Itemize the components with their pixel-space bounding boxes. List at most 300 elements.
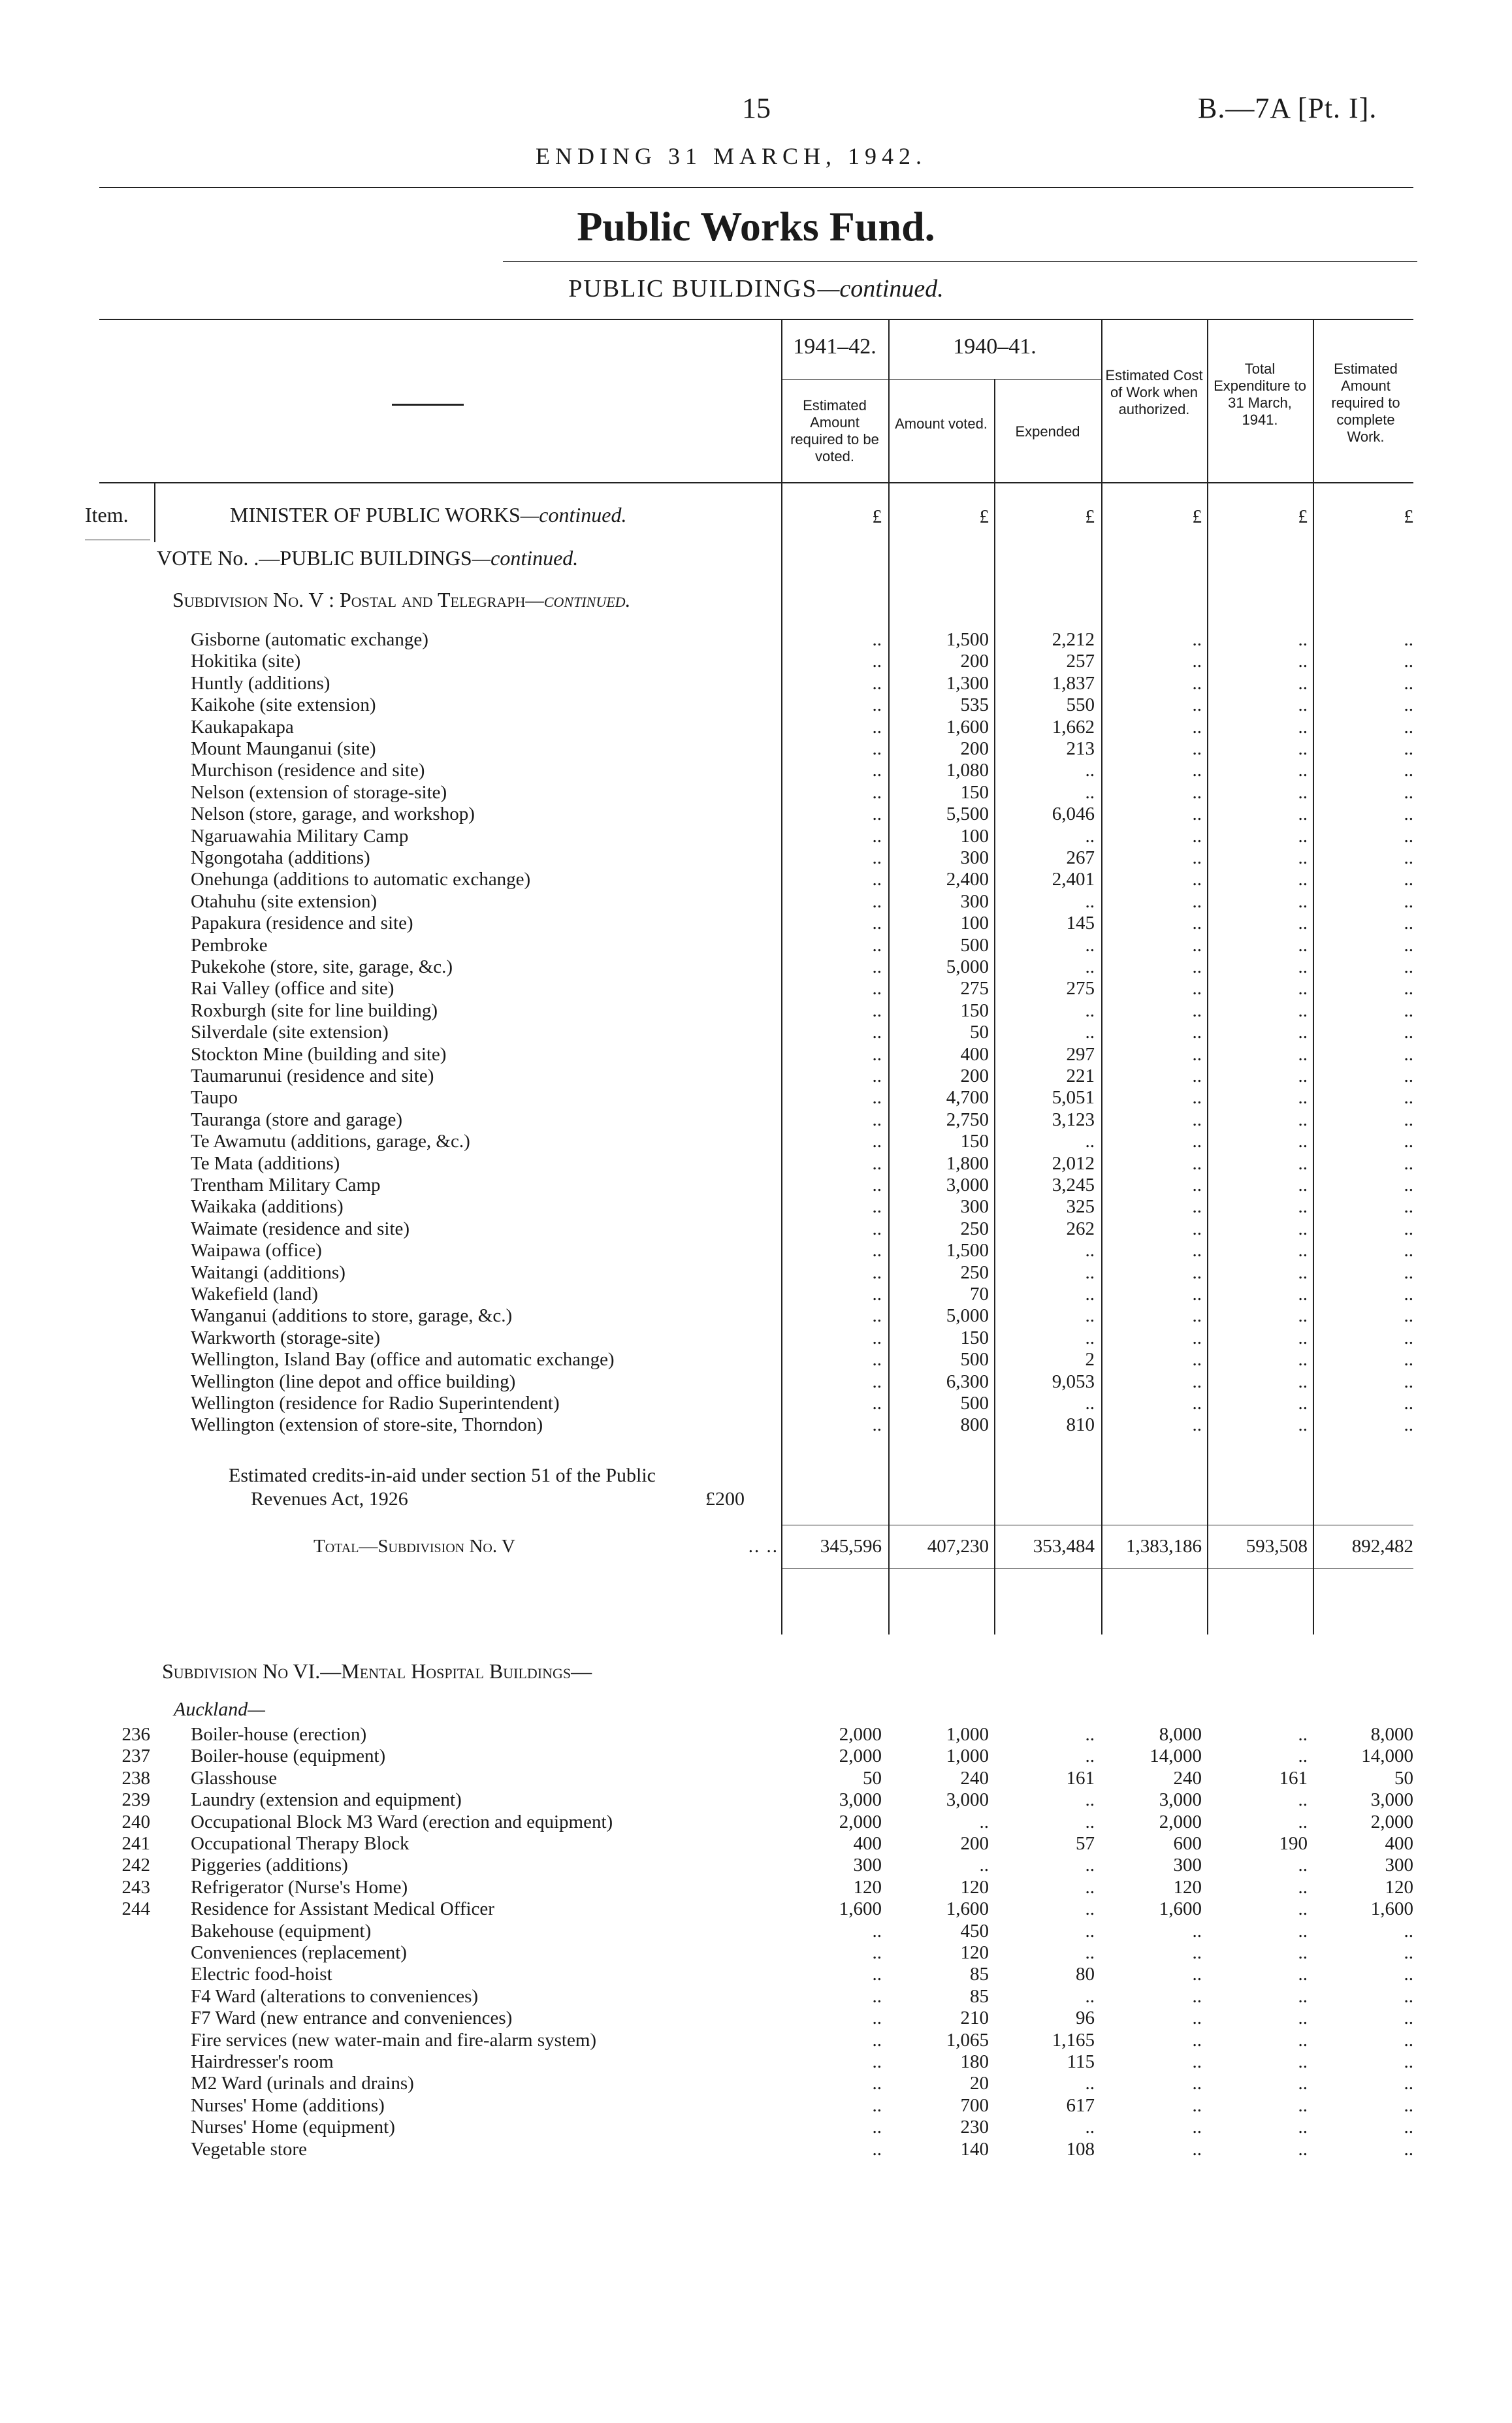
row-description: Piggeries (additions) <box>191 1855 348 1876</box>
row-value: .. <box>1298 1414 1308 1436</box>
table-row <box>0 1789 1512 1811</box>
row-description: Laundry (extension and equipment) <box>191 1789 462 1811</box>
col-est-amount-voted: Estimated Amount required to be voted. <box>790 397 879 464</box>
row-value: .. <box>1192 781 1202 803</box>
row-value: .. <box>872 804 882 825</box>
table-row <box>0 1218 1512 1240</box>
table-row <box>0 781 1512 804</box>
row-description: Pukekohe (store, site, garage, &c.) <box>191 956 453 977</box>
row-value: .. <box>1192 629 1202 650</box>
row-description: M2 Ward (urinals and drains) <box>191 2073 414 2094</box>
row-value: .. <box>872 1414 882 1436</box>
row-value: 3,000 <box>1370 1789 1413 1811</box>
row-value: .. <box>1298 1985 1308 2007</box>
row-value: .. <box>1192 694 1202 716</box>
row-value: .. <box>1404 847 1413 868</box>
table-row <box>0 934 1512 956</box>
row-value: .. <box>1298 890 1308 912</box>
row-value: .. <box>1085 1393 1095 1414</box>
row-description: Hairdresser's room <box>191 2051 334 2072</box>
row-value: .. <box>872 694 882 716</box>
row-value: 1,600 <box>946 716 989 738</box>
row-value: 3,123 <box>1052 1109 1095 1130</box>
table-row <box>0 1811 1512 1833</box>
page-subtitle: PUBLIC BUILDINGS—continued. <box>568 275 944 302</box>
row-value: 500 <box>960 934 989 956</box>
row-value: .. <box>1298 1065 1308 1086</box>
row-description: Waitangi (additions) <box>191 1261 346 1283</box>
row-value: .. <box>872 781 882 803</box>
row-value: .. <box>1404 1065 1413 1086</box>
row-value: .. <box>1298 738 1308 759</box>
table-row <box>0 1963 1512 1985</box>
table-row <box>0 1985 1512 2008</box>
table-row <box>0 716 1512 738</box>
row-description: Fire services (new water-main and fire-alarm system) <box>191 2029 597 2051</box>
row-value: .. <box>1192 1920 1202 1942</box>
row-value: .. <box>1085 1305 1095 1327</box>
row-value: .. <box>1085 825 1095 847</box>
row-value: .. <box>1298 694 1308 716</box>
row-value: .. <box>1298 2008 1308 2029</box>
row-value: 8,000 <box>1159 1724 1202 1745</box>
row-value: .. <box>872 1065 882 1086</box>
total-cell: 1,383,186 <box>1126 1536 1202 1557</box>
row-value: .. <box>1404 1327 1413 1348</box>
row-value: .. <box>1192 1087 1202 1109</box>
row-value: 100 <box>960 825 989 847</box>
table-row <box>0 1086 1512 1109</box>
row-value: 275 <box>960 978 989 1000</box>
row-description: Trentham Military Camp <box>191 1175 381 1195</box>
col-total-expenditure: Total Expenditure to 31 March, 1941. <box>1214 361 1306 428</box>
row-value: .. <box>1404 694 1413 716</box>
pound-sign: £ <box>1085 506 1095 527</box>
row-value: .. <box>1298 629 1308 650</box>
table-row <box>0 1109 1512 1131</box>
row-value: 145 <box>1066 913 1095 934</box>
row-value: .. <box>1404 890 1413 912</box>
credits-line-2: Revenues Act, 1926 <box>251 1488 408 1510</box>
row-value: 300 <box>960 890 989 912</box>
row-value: 2,012 <box>1052 1152 1095 1174</box>
leader-dots: .. .. <box>748 1536 779 1557</box>
row-value: .. <box>1192 1065 1202 1086</box>
pound-units-row <box>0 506 1512 528</box>
row-description: Boiler-house (erection) <box>191 1724 367 1745</box>
row-value: .. <box>1298 934 1308 956</box>
table-row <box>0 2094 1512 2117</box>
row-value: .. <box>872 913 882 934</box>
row-description: Waikaka (additions) <box>191 1196 344 1218</box>
row-value: 5,000 <box>946 956 989 977</box>
row-value: .. <box>872 760 882 781</box>
row-value: 1,500 <box>946 1240 989 1261</box>
row-value: 140 <box>960 2138 989 2160</box>
row-value: 210 <box>960 2008 989 2029</box>
row-value: .. <box>1085 1261 1095 1283</box>
row-description: Taupo <box>191 1087 238 1109</box>
row-value: .. <box>1298 1043 1308 1065</box>
row-value: .. <box>1404 1371 1413 1392</box>
row-value: .. <box>872 1087 882 1109</box>
table-row <box>0 2051 1512 2073</box>
row-value: 20 <box>970 2073 989 2094</box>
row-value: .. <box>1192 2029 1202 2051</box>
row-value: .. <box>872 1000 882 1021</box>
page-number: 15 <box>742 92 771 124</box>
table-row <box>0 2029 1512 2051</box>
row-value: 300 <box>1385 1855 1413 1876</box>
row-value: .. <box>1404 2073 1413 2094</box>
table-row <box>0 1000 1512 1022</box>
row-value: .. <box>1192 1393 1202 1414</box>
row-value: .. <box>872 1284 882 1305</box>
table-row <box>0 759 1512 781</box>
item-number: 238 <box>121 1767 150 1789</box>
header-rule <box>99 187 1413 188</box>
row-value: .. <box>1085 1000 1095 1021</box>
row-description: Residence for Assistant Medical Officer <box>191 1898 494 1920</box>
row-value: .. <box>872 1043 882 1065</box>
table-header-rule <box>99 482 1413 483</box>
row-value: .. <box>1192 1261 1202 1283</box>
row-value: .. <box>872 651 882 672</box>
table-row <box>0 1152 1512 1175</box>
pound-sign: £ <box>1192 506 1202 527</box>
row-value: .. <box>1404 672 1413 694</box>
table-row <box>0 1854 1512 1876</box>
row-value: .. <box>1085 1985 1095 2007</box>
total-label: Total—Subdivision No. V <box>314 1536 515 1557</box>
table-row <box>0 1832 1512 1855</box>
row-description: Refrigerator (Nurse's Home) <box>191 1876 408 1898</box>
row-value: .. <box>1192 1000 1202 1021</box>
table-row <box>0 1898 1512 1920</box>
row-value: .. <box>1298 1876 1308 1898</box>
row-value: .. <box>1404 1942 1413 1963</box>
row-value: 600 <box>1173 1833 1202 1854</box>
row-value: .. <box>1192 1240 1202 1261</box>
row-value: 617 <box>1066 2094 1095 2116</box>
row-value: .. <box>1298 1000 1308 1021</box>
row-value: .. <box>1404 2008 1413 2029</box>
table-row <box>0 1174 1512 1196</box>
row-value: .. <box>1298 1942 1308 1963</box>
row-description: Nurses' Home (additions) <box>191 2094 385 2116</box>
row-value: .. <box>1404 1196 1413 1218</box>
row-value: .. <box>872 847 882 868</box>
row-value: .. <box>1085 1811 1095 1832</box>
table-row <box>0 1195 1512 1218</box>
row-value: 190 <box>1279 1833 1308 1854</box>
row-value: .. <box>872 869 882 890</box>
row-value: 500 <box>960 1393 989 1414</box>
row-value: .. <box>1298 1393 1308 1414</box>
row-value: .. <box>1192 1218 1202 1239</box>
row-value: 14,000 <box>1150 1746 1202 1767</box>
row-value: .. <box>872 1327 882 1348</box>
row-value: .. <box>1404 1131 1413 1152</box>
row-value: 2,400 <box>946 869 989 890</box>
row-value: .. <box>1404 2029 1413 2051</box>
row-value: .. <box>1404 651 1413 672</box>
row-value: .. <box>1192 956 1202 977</box>
row-value: 1,600 <box>946 1898 989 1920</box>
row-value: 5,051 <box>1052 1087 1095 1109</box>
row-value: .. <box>1404 716 1413 738</box>
row-description: Boiler-house (equipment) <box>191 1746 386 1767</box>
row-value: .. <box>872 1964 882 1985</box>
row-value: .. <box>1404 869 1413 890</box>
row-value: .. <box>1085 934 1095 956</box>
row-value: 1,065 <box>946 2029 989 2051</box>
row-value: .. <box>872 2008 882 2029</box>
row-value: 120 <box>1385 1876 1413 1898</box>
row-value: .. <box>1085 1898 1095 1920</box>
row-value: .. <box>1298 1724 1308 1745</box>
row-value: 257 <box>1066 651 1095 672</box>
row-value: .. <box>1192 1327 1202 1348</box>
row-description: Occupational Block M3 Ward (erection and equipment) <box>191 1811 613 1832</box>
row-value: .. <box>1404 1393 1413 1414</box>
row-value: 1,600 <box>839 1898 882 1920</box>
row-value: .. <box>872 1109 882 1130</box>
row-value: .. <box>1192 890 1202 912</box>
row-value: .. <box>1085 1327 1095 1348</box>
row-value: .. <box>1298 2073 1308 2094</box>
row-value: .. <box>1298 1175 1308 1195</box>
row-value: 240 <box>1173 1767 1202 1789</box>
title-rule <box>503 261 1417 262</box>
row-description: Tauranga (store and garage) <box>191 1109 403 1130</box>
row-value: .. <box>1192 1109 1202 1130</box>
row-value: .. <box>872 1393 882 1414</box>
row-value: .. <box>872 1985 882 2007</box>
row-value: .. <box>1192 1022 1202 1043</box>
row-value: .. <box>1298 1152 1308 1174</box>
row-value: .. <box>1085 1746 1095 1767</box>
table-row <box>0 1723 1512 1746</box>
row-description: Te Mata (additions) <box>191 1152 340 1174</box>
row-value: 120 <box>1173 1876 1202 1898</box>
row-value: 1,600 <box>1159 1898 1202 1920</box>
row-value: 150 <box>960 781 989 803</box>
row-value: .. <box>1298 1109 1308 1130</box>
row-value: .. <box>1404 2117 1413 2138</box>
row-value: .. <box>979 1811 989 1832</box>
row-description: Waipawa (office) <box>191 1240 322 1261</box>
row-value: .. <box>1298 1964 1308 1985</box>
row-description: Wakefield (land) <box>191 1284 318 1305</box>
row-value: .. <box>872 1240 882 1261</box>
row-value: .. <box>1192 2008 1202 2029</box>
row-value: .. <box>1192 2094 1202 2116</box>
row-value: .. <box>1085 1920 1095 1942</box>
table-row <box>0 1348 1512 1371</box>
row-value: .. <box>1298 913 1308 934</box>
row-value: .. <box>872 1218 882 1239</box>
pound-sign: £ <box>872 506 882 527</box>
row-value: 300 <box>960 1196 989 1218</box>
row-value: .. <box>1298 760 1308 781</box>
row-value: .. <box>1298 1920 1308 1942</box>
row-value: 9,053 <box>1052 1371 1095 1392</box>
table-row <box>0 977 1512 1000</box>
row-value: 1,837 <box>1052 672 1095 694</box>
row-value: 50 <box>863 1767 882 1789</box>
row-value: .. <box>1298 781 1308 803</box>
row-value: .. <box>1404 1284 1413 1305</box>
row-description: Wanganui (additions to store, garage, &c.) <box>191 1305 513 1327</box>
table-row <box>0 1876 1512 1898</box>
row-value: .. <box>1404 1087 1413 1109</box>
total-cell: 353,484 <box>1033 1536 1095 1557</box>
table-row <box>0 1414 1512 1436</box>
col-amount-voted: Amount voted. <box>895 415 988 432</box>
row-description: Nelson (store, garage, and workshop) <box>191 804 475 825</box>
row-value: .. <box>872 2073 882 2094</box>
row-value: .. <box>1192 2051 1202 2072</box>
item-number: 239 <box>121 1789 150 1811</box>
page-title: Public Works Fund. <box>577 203 935 250</box>
pound-sign: £ <box>1298 506 1308 527</box>
row-description: Bakehouse (equipment) <box>191 1920 372 1942</box>
table-row <box>0 890 1512 913</box>
row-value: 1,165 <box>1052 2029 1095 2051</box>
row-value: .. <box>1404 825 1413 847</box>
row-value: .. <box>1404 1043 1413 1065</box>
subdivision-v-heading: Subdivision No. V : Postal and Telegraph—continued. <box>172 588 631 611</box>
minister-heading: MINISTER OF PUBLIC WORKS—continued. <box>230 503 627 527</box>
row-value: .. <box>1085 1131 1095 1152</box>
row-value: 85 <box>970 1964 989 1985</box>
row-value: .. <box>1404 1920 1413 1942</box>
row-value: 57 <box>1076 1833 1095 1854</box>
table-top-rule <box>99 319 1413 320</box>
row-description: Roxburgh (site for line building) <box>191 1000 438 1021</box>
row-value: .. <box>872 2117 882 2138</box>
row-value: 6,300 <box>946 1371 989 1392</box>
row-value: .. <box>1085 1284 1095 1305</box>
row-description: Huntly (additions) <box>191 672 330 694</box>
row-description: Wellington (line depot and office building) <box>191 1371 516 1392</box>
table-row <box>0 1283 1512 1305</box>
row-value: .. <box>1404 956 1413 977</box>
row-value: 3,000 <box>946 1175 989 1195</box>
row-description: Taumarunui (residence and site) <box>191 1065 434 1086</box>
row-value: 150 <box>960 1000 989 1021</box>
col-expended: Expended <box>1015 423 1080 440</box>
row-value: .. <box>1192 1942 1202 1963</box>
item-column-label: Item. <box>85 503 129 527</box>
col-est-cost: Estimated Cost of Work when authorized. <box>1105 367 1203 417</box>
table-row <box>0 847 1512 869</box>
table-row <box>0 1043 1512 1065</box>
row-value: .. <box>872 1022 882 1043</box>
row-value: .. <box>1298 672 1308 694</box>
row-value: .. <box>872 890 882 912</box>
row-value: .. <box>1085 2117 1095 2138</box>
row-value: .. <box>1085 1022 1095 1043</box>
row-value: 161 <box>1066 1767 1095 1789</box>
table-row <box>0 1261 1512 1284</box>
row-value: .. <box>1404 1261 1413 1283</box>
row-value: .. <box>1192 1349 1202 1371</box>
dash-mark <box>392 404 464 406</box>
row-description: Onehunga (additions to automatic exchange) <box>191 869 531 890</box>
row-value: .. <box>872 2138 882 2160</box>
row-value: .. <box>1298 1349 1308 1371</box>
row-value: 810 <box>1066 1414 1095 1436</box>
row-value: 297 <box>1066 1043 1095 1065</box>
row-value: 700 <box>960 2094 989 2116</box>
row-value: .. <box>1298 2138 1308 2160</box>
row-value: 8,000 <box>1370 1724 1413 1745</box>
row-value: 550 <box>1066 694 1095 716</box>
row-description: Papakura (residence and site) <box>191 913 413 934</box>
row-value: 1,662 <box>1052 716 1095 738</box>
row-value: 200 <box>960 738 989 759</box>
table-row <box>0 2138 1512 2160</box>
row-value: .. <box>872 956 882 977</box>
item-number: 241 <box>121 1833 150 1854</box>
total-cell: 345,596 <box>820 1536 882 1557</box>
row-value: .. <box>1298 1746 1308 1767</box>
auckland-heading: Auckland— <box>174 1699 265 1720</box>
row-value: 2,000 <box>1159 1811 1202 1832</box>
row-value: .. <box>1404 1152 1413 1174</box>
table-row <box>0 672 1512 694</box>
row-value: 2,000 <box>1370 1811 1413 1832</box>
row-value: .. <box>1404 1240 1413 1261</box>
row-value: .. <box>1298 1789 1308 1811</box>
total-cell: 407,230 <box>927 1536 989 1557</box>
subdivision-vi-heading: Subdivision No VI.—Mental Hospital Buildings— <box>162 1659 592 1683</box>
document-reference: B.—7A [Pt. I]. <box>1198 92 1377 124</box>
row-value: 1,600 <box>1370 1898 1413 1920</box>
row-value: .. <box>1192 804 1202 825</box>
row-description: Wellington (residence for Radio Superintendent) <box>191 1393 560 1414</box>
row-value: 120 <box>853 1876 882 1898</box>
row-value: 2 <box>1085 1349 1095 1371</box>
row-value: 400 <box>960 1043 989 1065</box>
row-value: 1,080 <box>946 760 989 781</box>
row-value: .. <box>1192 1043 1202 1065</box>
row-description: Nurses' Home (equipment) <box>191 2117 395 2138</box>
row-description: Kaikohe (site extension) <box>191 694 376 716</box>
row-value: .. <box>1192 825 1202 847</box>
row-value: .. <box>1192 934 1202 956</box>
table-row <box>0 803 1512 825</box>
row-value: .. <box>872 738 882 759</box>
row-value: .. <box>1192 1196 1202 1218</box>
credits-line-1: Estimated credits-in-aid under section 51 of the Public <box>229 1465 656 1486</box>
row-value: 1,300 <box>946 672 989 694</box>
row-value: .. <box>1192 1414 1202 1436</box>
row-value: 3,000 <box>839 1789 882 1811</box>
row-value: 200 <box>960 651 989 672</box>
row-description: Waimate (residence and site) <box>191 1218 410 1239</box>
row-value: 450 <box>960 1920 989 1942</box>
row-value: .. <box>1192 913 1202 934</box>
row-value: .. <box>1404 738 1413 759</box>
row-value: 230 <box>960 2117 989 2138</box>
total-bottom-rule <box>781 1568 1413 1569</box>
row-value: .. <box>1085 1855 1095 1876</box>
row-value: .. <box>1298 869 1308 890</box>
row-value: .. <box>1404 2138 1413 2160</box>
